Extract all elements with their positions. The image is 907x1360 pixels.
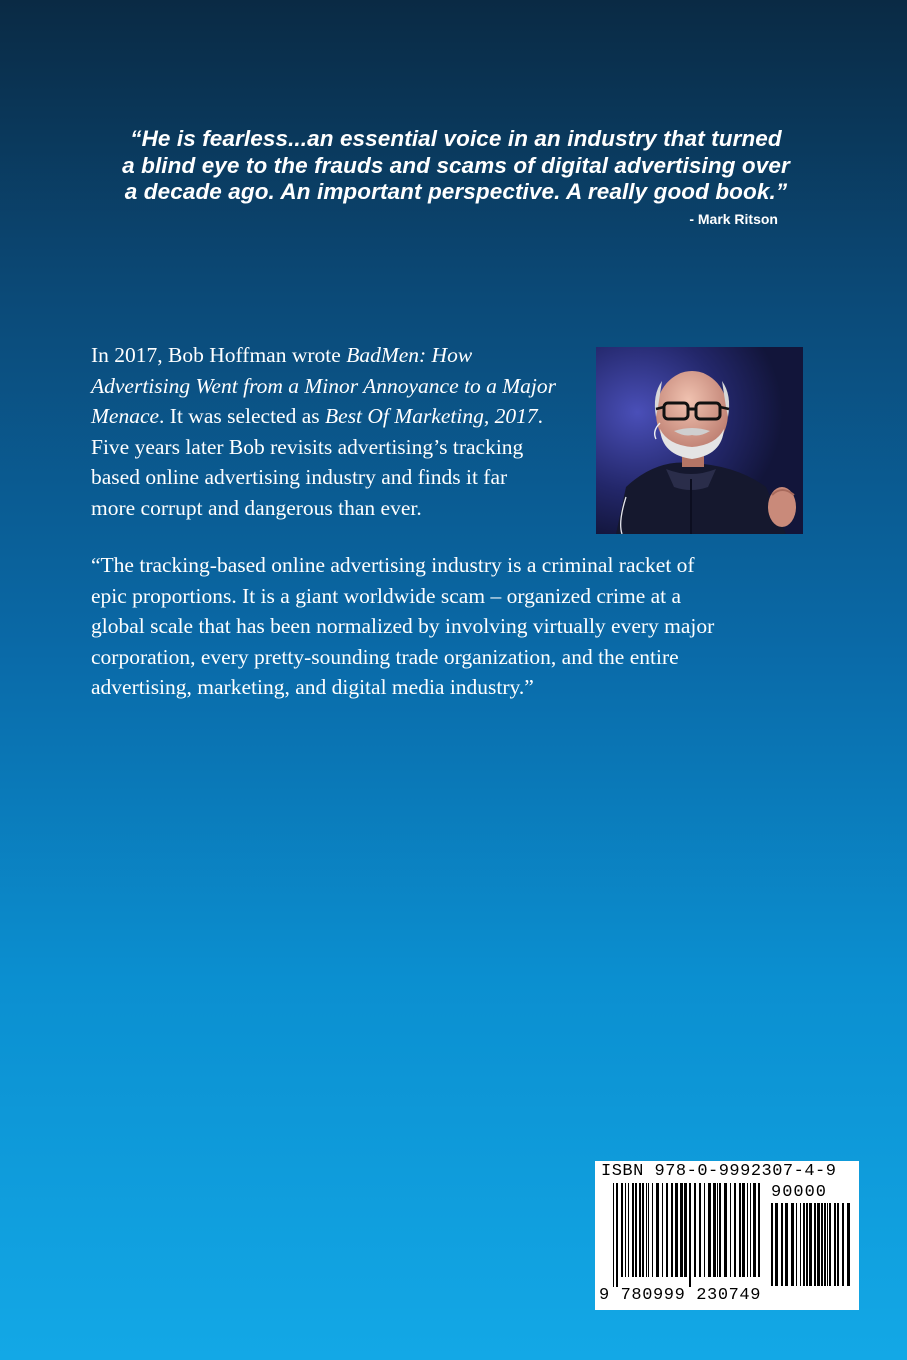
- barcode-bar: [642, 1183, 644, 1277]
- barcode-bar: [639, 1183, 641, 1277]
- addon-digits: 90000: [771, 1183, 828, 1202]
- bio-line: [91, 371, 591, 402]
- barcode-bar: [791, 1203, 794, 1286]
- author-photo-icon: [596, 347, 803, 534]
- cover-quote-line: a decade ago. An important perspective. A really good book.”: [124, 179, 788, 204]
- barcode-bar: [739, 1183, 741, 1277]
- barcode-bar: [684, 1183, 687, 1277]
- addon-bars: [771, 1203, 851, 1286]
- cover-quote-line: “He is fearless...an essential voice in an industry that turned: [130, 126, 782, 151]
- barcode-bar: [628, 1183, 629, 1277]
- author-photo: [596, 347, 803, 534]
- bio-italic-text: Best Of Marketing, 2017: [325, 404, 538, 428]
- barcode-bar: [817, 1203, 820, 1286]
- barcode-bar: [734, 1183, 736, 1277]
- barcode-bar: [694, 1183, 696, 1277]
- barcode-bar: [730, 1183, 731, 1277]
- barcode-bar: [771, 1203, 773, 1286]
- cover-quote: [86, 126, 826, 206]
- author-bio: [91, 340, 591, 523]
- bio-text: Five years later Bob revisits advertising’s tracking: [91, 434, 524, 459]
- barcode-bar: [613, 1183, 614, 1287]
- barcode-bar: [803, 1203, 805, 1286]
- bio-text: In 2017, Bob Hoffman wrote: [91, 343, 347, 367]
- barcode-bar: [621, 1183, 623, 1277]
- body-quote-line: corporation, every pretty-sounding trade organization, and the entire: [91, 644, 679, 669]
- isbn-barcode: [595, 1161, 859, 1310]
- barcode-bar: [847, 1203, 850, 1286]
- cover-quote-line: a blind eye to the frauds and scams of digital advertising over: [122, 152, 790, 178]
- bio-text: based online advertising industry and finds it far: [91, 465, 508, 489]
- barcode-bar: [827, 1203, 828, 1286]
- barcode-bar: [671, 1183, 673, 1277]
- body-quote-line: global scale that has been normalized by involving virtually every major: [91, 614, 715, 638]
- barcode-bar: [724, 1183, 727, 1277]
- barcode-bar: [800, 1203, 801, 1286]
- barcode-bar: [713, 1183, 716, 1277]
- quote-attribution: - Mark Ritson: [689, 211, 778, 227]
- bio-italic-text: Advertising Went from a Minor Annoyance to a Major: [91, 373, 556, 398]
- body-quote: [91, 550, 811, 703]
- bio-line: [91, 462, 591, 493]
- barcode-bar: [758, 1183, 760, 1277]
- bio-italic-text: Menace: [91, 404, 160, 428]
- barcode-bar: [689, 1183, 691, 1287]
- barcode-bar: [806, 1203, 808, 1286]
- barcode-bar: [652, 1183, 653, 1277]
- barcode-bar: [781, 1203, 783, 1286]
- barcode-bar: [796, 1203, 797, 1286]
- ean-bars: [613, 1183, 765, 1287]
- body-quote-line: epic proportions. It is a giant worldwide scam – organized crime at a: [91, 583, 682, 608]
- body-quote-line: “The tracking-based online advertising industry is a criminal racket of: [91, 553, 695, 577]
- barcode-bar: [785, 1203, 788, 1286]
- barcode-bar: [675, 1183, 678, 1277]
- barcode-bar: [747, 1183, 748, 1277]
- barcode-bar: [656, 1183, 659, 1277]
- barcode-bar: [704, 1183, 705, 1277]
- barcode-bar: [635, 1183, 637, 1277]
- barcode-bar: [699, 1183, 701, 1277]
- bio-text: more corrupt and dangerous than ever.: [91, 495, 422, 520]
- barcode-bar: [616, 1183, 618, 1287]
- barcode-bar: [821, 1203, 823, 1286]
- barcode-bar: [632, 1183, 634, 1277]
- barcode-bar: [753, 1183, 756, 1277]
- barcode-bar: [750, 1183, 751, 1277]
- bio-line: [91, 493, 591, 524]
- barcode-bar: [680, 1183, 683, 1277]
- barcode-bar: [834, 1203, 836, 1286]
- barcode-bar: [648, 1183, 649, 1277]
- barcode-bar: [662, 1183, 663, 1277]
- barcode-bar: [824, 1203, 826, 1286]
- isbn-label: ISBN 978-0-9992307-4-9: [601, 1162, 837, 1181]
- barcode-bar: [708, 1183, 711, 1277]
- barcode-bar: [646, 1183, 647, 1277]
- ean-digits: 9 780999 230749: [599, 1286, 762, 1305]
- barcode-bar: [666, 1183, 668, 1277]
- barcode-bar: [829, 1203, 831, 1286]
- body-quote-line: advertising, marketing, and digital media industry.”: [91, 675, 534, 699]
- bio-line: [91, 401, 591, 432]
- barcode-bar: [742, 1183, 745, 1277]
- barcode-bar: [809, 1203, 812, 1286]
- bio-text: . It was selected as: [159, 404, 326, 428]
- barcode-bar: [842, 1203, 844, 1286]
- bio-line: [91, 340, 591, 371]
- barcode-bar: [814, 1203, 816, 1286]
- bio-line: [91, 432, 591, 463]
- barcode-bar: [775, 1203, 778, 1286]
- barcode-bar: [837, 1203, 839, 1286]
- bio-text: .: [537, 404, 543, 428]
- bio-italic-text: BadMen: How: [346, 343, 473, 367]
- barcode-bar: [625, 1183, 626, 1277]
- barcode-bar: [719, 1183, 721, 1277]
- barcode-bar: [717, 1183, 718, 1277]
